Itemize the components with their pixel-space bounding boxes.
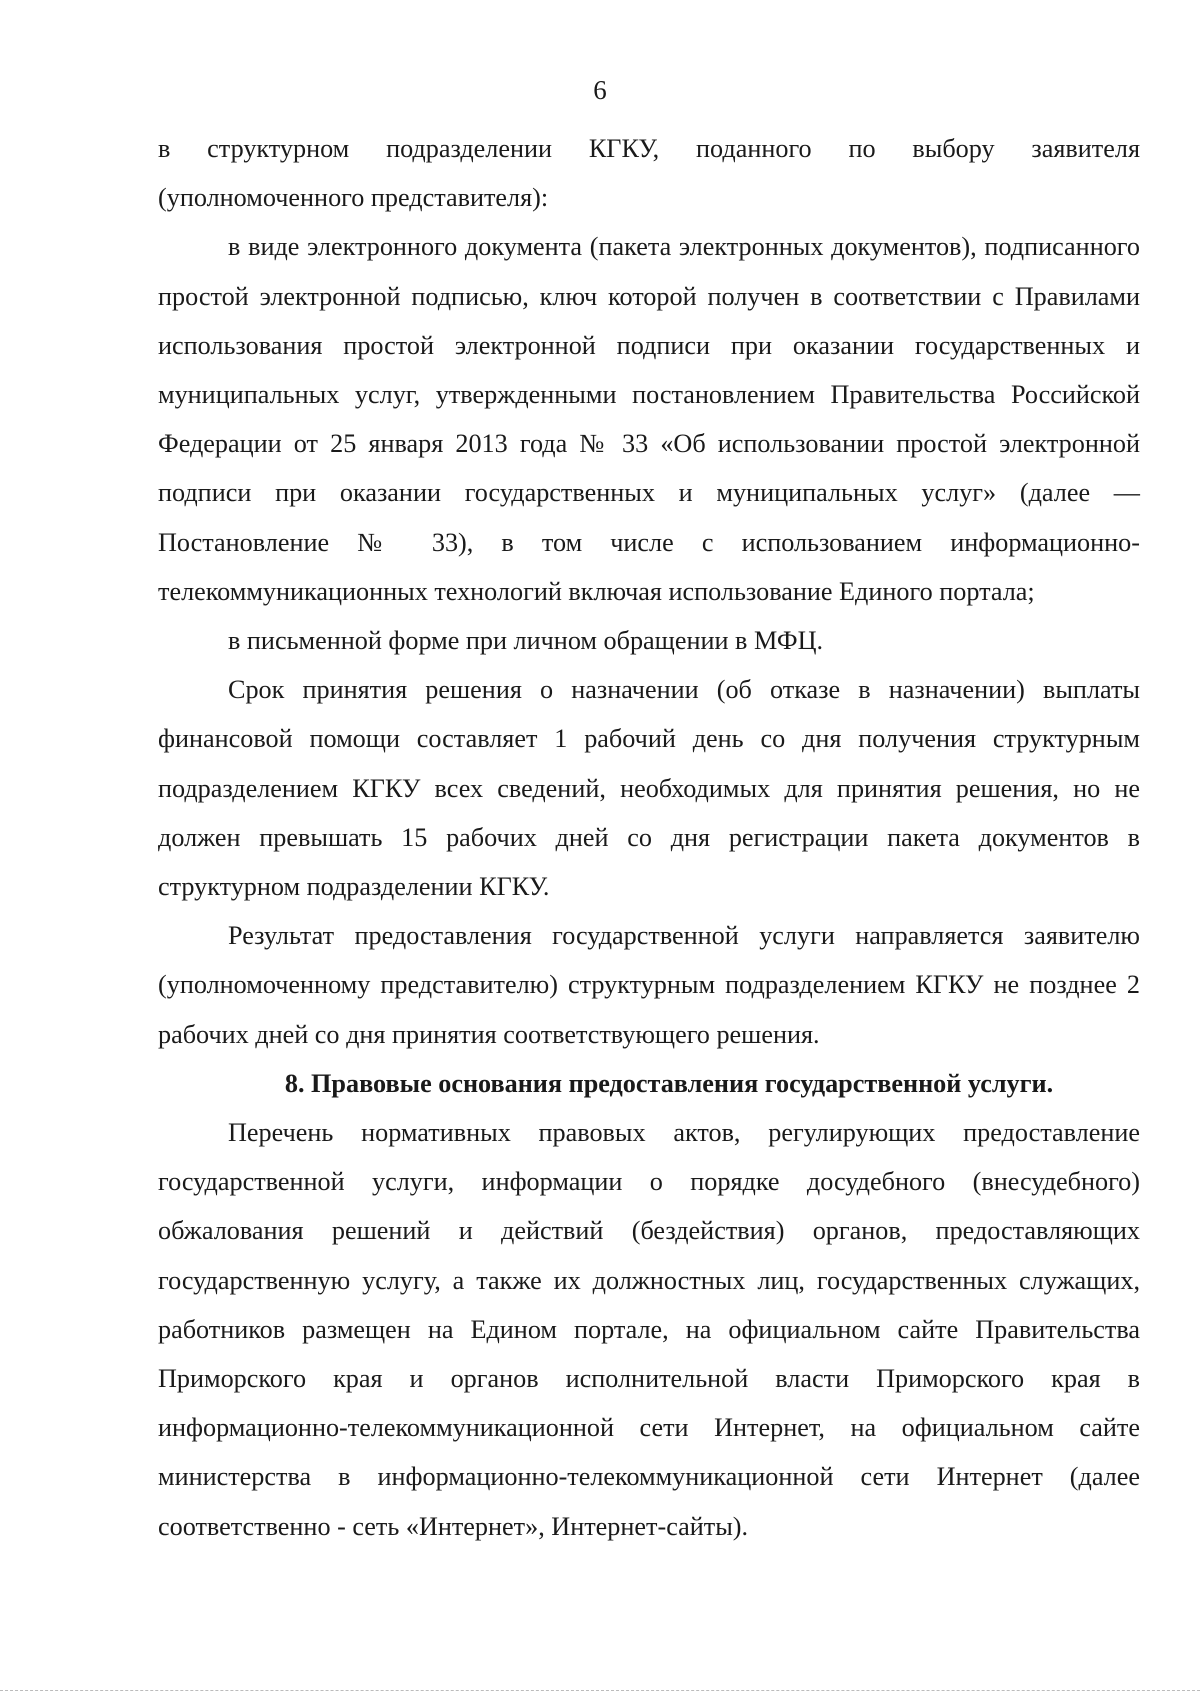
paragraph-legal-acts: Перечень нормативных правовых актов, регулирующих предоставление государственной услуги, информации о порядке досудебного (внесудебного) обжалования решений и действий (бездействия) органов, предоставляющих государственную услугу, а также их должностных лиц, государственных служащих, работников размещен на Едином портале, на официальном сайте Правительства Приморского края и органов исполнительной власти Приморского края в информационно-телекоммуникационной сети Интернет, на официальном сайте министерства в информационно-телекоммуникационной сети Интернет (далее соответственно - сеть «Интернет», Интернет-сайты). xyxy=(158,1118,1140,1541)
paragraph-electronic-document: в виде электронного документа (пакета электронных документов), подписанного простой электронной подписью, ключ которой получен в соответствии с Правилами использования простой электронной подписи при оказании государственных и муниципальных услуг, утвержденными постановлением Правительства Российской Федерации от 25 января 2013 года № 33 «Об использовании простой электронной подписи при оказании государственных и муниципальных услуг» (далее — Постановление № 33), в том числе с использованием информационно-телекоммуникационных технологий включая использование Единого портала; xyxy=(158,232,1140,606)
scan-edge-line xyxy=(0,1690,1200,1691)
section-heading: 8. Правовые основания предоставления государственной услуги. xyxy=(284,1068,1054,1098)
paragraph-result-delivery: Результат предоставления государственной услуги направляется заявителю (уполномоченному представителю) структурным подразделением КГКУ не позднее 2 рабочих дней со дня принятия соответствующего решения. xyxy=(158,921,1140,1049)
paragraph-written-form: в письменной форме при личном обращении в МФЦ. xyxy=(228,626,824,656)
paragraph-intro: в структурном подразделении КГКУ, поданного по выбору заявителя (уполномоченного представителя): xyxy=(158,134,1140,213)
document-body xyxy=(158,124,1140,1551)
page-number: 6 xyxy=(593,75,607,105)
paragraph-decision-term: Срок принятия решения о назначении (об отказе в назначении) выплаты финансовой помощи составляет 1 рабочий день со дня получения структурным подразделением КГКУ всех сведений, необходимых для принятия решения, но не должен превышать 15 рабочих дней со дня регистрации пакета документов в структурном подразделении КГКУ. xyxy=(158,675,1140,902)
